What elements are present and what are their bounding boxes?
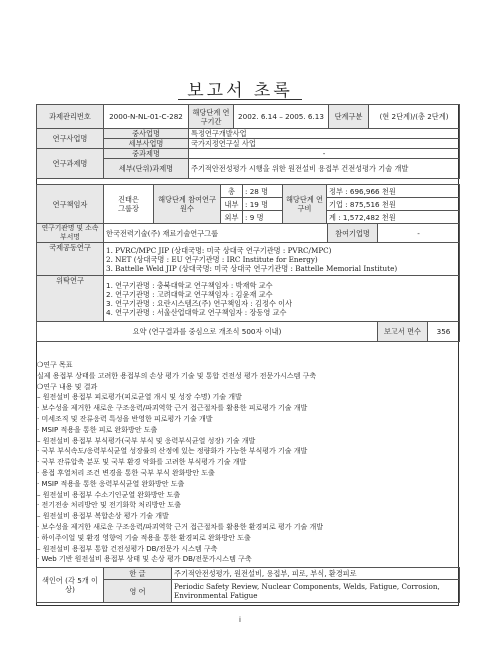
summary-line: – 원전설비 용접부 통합 건전성평가 DB/전문가 시스템 구축: [37, 544, 218, 553]
summary-line: · 국부 부식속도/응력부식균열 성장률의 산정에 있는 정량화가 가능한 부식평가 기술 개발: [37, 447, 308, 456]
stage-period: 2002. 6.14 – 2005. 6.13: [234, 105, 329, 129]
stage-class-label: 단계구분: [329, 105, 369, 129]
pages-label: 보고서 면수: [378, 322, 428, 342]
keywords-table: [36, 567, 460, 603]
lead-researcher: [104, 185, 154, 224]
people-table: [36, 184, 460, 224]
commission-item: 2. 연구기관명 : 고려대학교 연구책임자 : 김윤재 교수: [106, 289, 273, 299]
summary-header: 요약 (연구결과를 중심으로 개조식 500자 이내): [37, 322, 378, 342]
page-number: i: [239, 616, 241, 624]
lead-researcher-label: 연구책임자: [37, 185, 104, 224]
commission-label: 위탁연구: [37, 276, 104, 322]
summary-line: – 원전설비 용접부 수소기인균열 완화방안 도출: [37, 490, 181, 499]
external-count: : 9 명: [243, 211, 283, 224]
task-sub: 주기적안전성평가 시행을 위한 원전설비 용접부 건전성평가 기술 개발: [189, 159, 460, 179]
commission-item: 1. 연구기관명 : 충북대학교 연구책임자 : 박재학 교수: [106, 280, 273, 290]
commission-item: 4. 연구기관명 : 서울산업대학교 연구책임자 : 장동영 교수: [106, 307, 287, 317]
keywords-label: 색인어 (각 5개 이상): [37, 568, 104, 603]
title-underline: [178, 99, 302, 100]
page-title: 보고서 초록: [187, 81, 293, 101]
summary-body: [37, 360, 457, 565]
pages: 356: [428, 322, 460, 342]
cost-corp: 기업 : 875,516 천원: [327, 198, 460, 211]
project-label: 연구사업명: [37, 129, 104, 149]
summary-line: · MSIP 적용을 통한 피로 완화방안 도출: [37, 425, 158, 434]
summary-line: 실제 용접부 상태를 고려한 용접부의 손상 평가 기술 및 통합 건전성 평가 전문가시스템 구축: [37, 371, 317, 380]
cost-sum: 계 : 1,572,482 천원: [327, 211, 460, 224]
summary-line: · 보수성을 제거한 새로운 구조응력/파괴역학 근거 접근절차를 활용한 피로평가 기술 개발: [37, 404, 308, 413]
project-sub: 국가지정연구실 사업: [189, 139, 460, 149]
org-table: [36, 223, 460, 342]
summary-line: – 원전설비 용접부 복합손상 평가 기술 개발: [37, 512, 169, 521]
task-sub-label: 세부(단위)과제명: [104, 159, 189, 179]
summary-line: – 원전설비 용접부 부식평가(국부 부식 및 응력부식균열 성장) 기술 개발: [37, 436, 256, 445]
summary-line: ❍연구 목표: [37, 361, 73, 369]
summary-line: – 원전설비 용접부 피로평가(피로균열 개시 및 성장 수명) 기술 개발: [37, 393, 242, 402]
org-name: 한국전력기술(주) 재료기술연구그룹: [104, 224, 328, 243]
org-label: 연구기관명 및 소속부서명: [37, 224, 104, 243]
external-label: 외부: [221, 211, 243, 224]
summary-line: · 하이주이얼 및 환경 영향억 기술 적용을 통한 환경피로 완화방안 도출: [37, 533, 251, 542]
cost-gov: 정부 : 696,966 천원: [327, 185, 460, 198]
summary-line: · 전기전송 처리방안 및 전기화학 처리방안 도출: [37, 501, 182, 510]
intl-item: 1. PVRC/MPC JIP (상대국명: 미국 상대국 연구기관명 : PVRC/MPC): [106, 245, 332, 255]
project-sub-label: 세부사업명: [104, 139, 189, 149]
project-main: 특정연구개발사업: [189, 129, 460, 139]
lead-researcher-name: 진태은: [118, 195, 139, 204]
partner: -: [378, 224, 460, 243]
summary-line: · Web 기반 원전설비 용접부 상태 및 손상 평가 DB/전문가시스템 구축: [37, 555, 252, 564]
summary-line: · 미세조직 및 잔류응력 특성을 반영한 피로평가 기술 개발: [37, 414, 213, 423]
header-table: [36, 104, 460, 179]
mgmt-no-label: 과제관리번호: [37, 105, 104, 129]
intl-item: 2. NET (상대국명 : EU 연구기관명 : IRC Institute for Energy): [106, 254, 318, 264]
summary-line: · 용접 후열처리 조건 변경을 통한 국부 부식 완화방안 도출: [37, 468, 215, 477]
cost-label: 해당단계 연구비: [283, 185, 327, 224]
stage-period-label: 해당단계 연구기간: [189, 105, 234, 129]
intl-list: [104, 243, 460, 276]
intl-label: 국제공동연구: [37, 243, 104, 276]
summary-line: · 보수성을 제거한 새로운 구조응력/파괴역학 근거 접근절차를 활용한 환경피로 평가 기술 개발: [37, 522, 324, 531]
task-main-label: 중과제명: [104, 149, 189, 159]
summary-line: · MSIP 적용을 통한 응력부식균열 완화방안 도출: [37, 479, 185, 488]
project-main-label: 중사업명: [104, 129, 189, 139]
mgmt-no: 2000-N-NL-01-C-282: [104, 105, 189, 129]
task-main: -: [189, 149, 460, 159]
lead-researcher-role: 그룹장: [118, 204, 139, 213]
partner-label: 참여기업명: [328, 224, 378, 243]
internal-count: : 19 명: [243, 198, 283, 211]
commission-list: [104, 276, 460, 322]
keywords-en-label: 영 어: [104, 580, 172, 603]
total-label: 총: [221, 185, 243, 198]
keywords-en: Periodic Safety Review, Nuclear Components, Welds, Fatigue, Corrosion, Environmental Fatigue: [172, 580, 460, 603]
intl-item: 3. Battelle Weld JIP (상대국명: 미국 상대국 연구기관명 : Battelle Memorial Institute): [106, 263, 398, 273]
summary-line: ❍연구 내용 및 결과: [37, 382, 98, 391]
total-count: : 28 명: [243, 185, 283, 198]
keywords-ko-label: 한 글: [104, 568, 172, 580]
task-label: 연구과제명: [37, 149, 104, 179]
commission-item: 3. 연구기관명 : 요란시스템즈(주) 연구책임자 : 김정수 이사: [106, 298, 293, 308]
researchers-label: 해당단계 참여연구원수: [154, 185, 221, 224]
keywords-ko: 주기적안전성평가, 원전설비, 용접부, 피로, 부식, 환경피로: [172, 568, 460, 580]
internal-label: 내부: [221, 198, 243, 211]
stage-class: (현 2단계)/(총 2단계): [369, 105, 460, 129]
summary-line: · 국부 잔류압축 분포 및 국부 환경 악화를 고려한 부식평가 기술 개발: [37, 458, 247, 467]
